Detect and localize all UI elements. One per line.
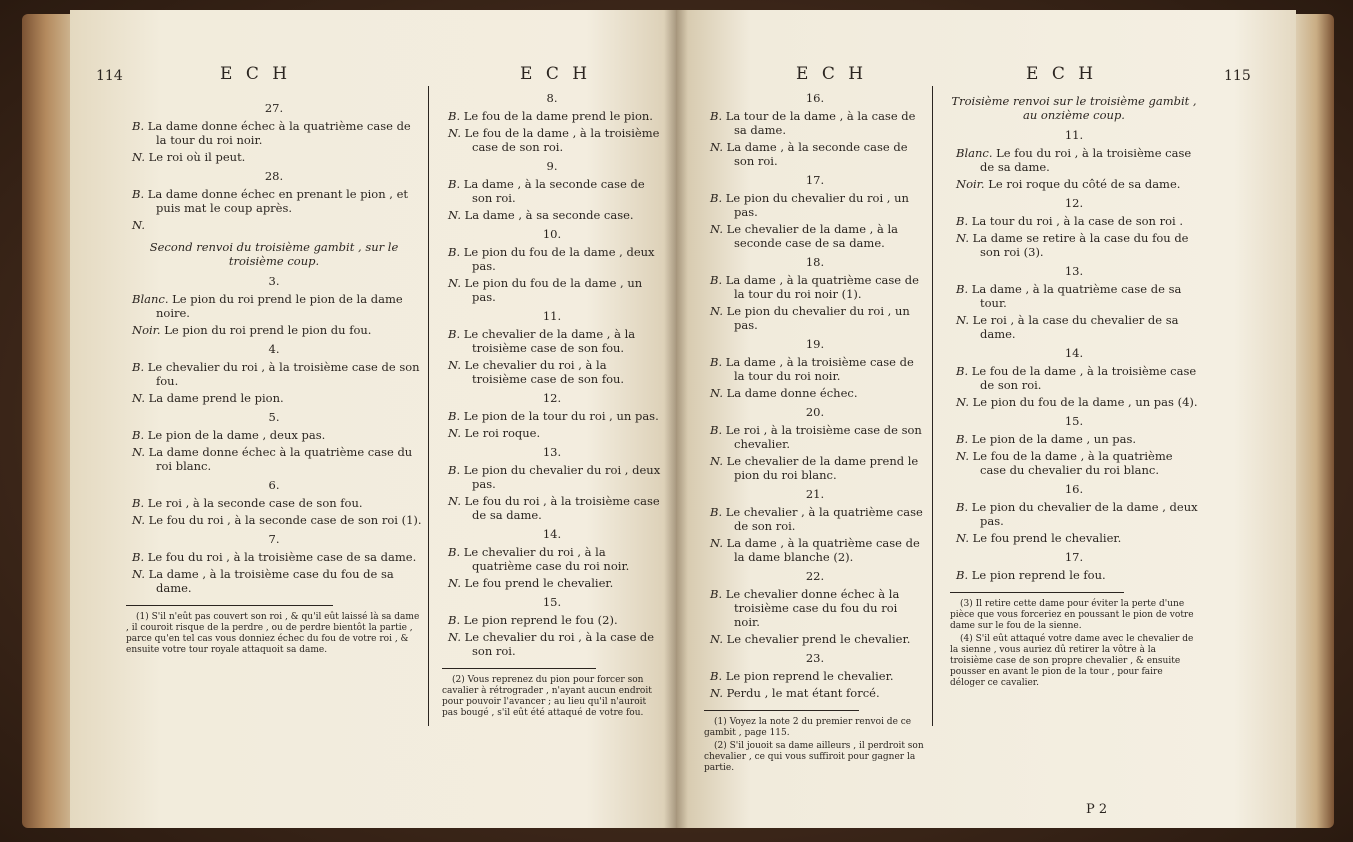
player-label: N. [710, 632, 723, 646]
move-line [126, 428, 422, 442]
signature-mark: P 2 [1086, 802, 1108, 817]
move-line [950, 568, 1198, 582]
player-label: N. [132, 218, 145, 232]
move-text: La tour de la dame , à la case de sa dame. [725, 109, 916, 137]
player-label: B. [132, 187, 145, 201]
move-line [704, 386, 926, 400]
move-number: 11. [1064, 128, 1084, 142]
move-number: 5. [268, 410, 280, 424]
move-text: Le pion reprend le chevalier. [725, 669, 894, 683]
page-number-115: 115 [1224, 68, 1251, 84]
move-text: Le fou prend le chevalier. [972, 531, 1122, 545]
footnote-rule [126, 605, 333, 606]
move-text: Le fou du roi , à la seconde case de son roi (1). [148, 513, 422, 527]
book-edge-right [1290, 14, 1334, 828]
player-label: N. [448, 576, 461, 590]
player-label: Noir. [132, 323, 161, 337]
move-number: 8. [546, 91, 558, 105]
player-label: N. [710, 536, 723, 550]
move-text: Le pion du chevalier du roi , un pas. [725, 191, 909, 219]
move-text: Le pion de la dame , deux pas. [147, 428, 326, 442]
move-line [442, 358, 662, 386]
move-text: Le fou de la dame , à la troisième case de son roi. [464, 126, 660, 154]
player-label: N. [710, 140, 723, 154]
player-label: N. [710, 304, 723, 318]
move-line [442, 327, 662, 355]
player-label: B. [710, 273, 723, 287]
move-text: Le pion du chevalier de la dame , deux pas. [971, 500, 1198, 528]
move-number: 6. [268, 478, 280, 492]
move-text: Le fou de la dame , à la troisième case de son roi. [971, 364, 1197, 392]
right-page [676, 10, 1296, 828]
move-line [126, 119, 422, 147]
move-line [442, 576, 662, 590]
move-text: La dame , à la seconde case de son roi. [463, 177, 645, 205]
column-4 [950, 86, 1198, 691]
move-line [442, 463, 662, 491]
move-line [442, 494, 662, 522]
player-label: N. [956, 231, 969, 245]
section-heading: Troisième renvoi sur le troisième gambit , au onzième coup. [951, 94, 1197, 122]
move-line [704, 273, 926, 301]
move-number: 7. [268, 532, 280, 546]
move-text: Le roi roque du côté de sa dame. [988, 177, 1181, 191]
player-label: N. [956, 313, 969, 327]
move-text: Le fou prend le chevalier. [464, 576, 614, 590]
move-number: 12. [542, 391, 562, 405]
move-text: Le pion du roi prend le pion du fou. [164, 323, 372, 337]
move-text: La dame , à la troisième case de la tour du roi noir. [725, 355, 914, 383]
move-text: La dame , à sa seconde case. [464, 208, 634, 222]
move-line [442, 426, 662, 440]
move-line [704, 454, 926, 482]
move-text: La dame , à la quatrième case de sa tour. [971, 282, 1182, 310]
move-text: Le chevalier du roi , à la troisième case de son fou. [147, 360, 420, 388]
footnote: (1) Voyez la note 2 du premier renvoi de ce gambit , page 115. [704, 717, 912, 738]
player-label: B. [710, 109, 723, 123]
footnote-rule [704, 710, 859, 711]
move-text: Le pion du roi prend le pion de la dame noire. [156, 292, 403, 320]
move-number: 27. [264, 101, 284, 115]
player-label: B. [956, 214, 969, 228]
move-text: Le roi , à la troisième case de son chevalier. [725, 423, 922, 451]
player-label: B. [956, 282, 969, 296]
player-label: B. [710, 423, 723, 437]
player-label: B. [132, 496, 145, 510]
move-text: Le roi où il peut. [148, 150, 246, 164]
move-number: 16. [805, 91, 825, 105]
player-label: B. [132, 550, 145, 564]
footnote-rule [950, 592, 1124, 593]
move-text: Le pion du fou de la dame , un pas. [464, 276, 643, 304]
player-label: N. [710, 386, 723, 400]
player-label: B. [710, 355, 723, 369]
player-label: B. [448, 109, 461, 123]
footnote: (2) Vous reprenez du pion pour forcer son cavalier à rétrograder , n'ayant aucun endroit pour pouvoir l'avancer ; au lieu qu'il n'auroit pas bougé , s'il eût été attaqué de votre fou. [442, 675, 652, 718]
move-text: Perdu , le mat étant forcé. [726, 686, 880, 700]
move-line [704, 304, 926, 332]
move-text: La dame donne échec à la quatrième case du roi blanc. [148, 445, 413, 473]
player-label: N. [448, 208, 461, 222]
move-line [950, 531, 1198, 545]
player-label: B. [132, 360, 145, 374]
column-1 [126, 96, 422, 658]
running-head-right-a: E C H [796, 64, 868, 84]
move-text: La dame donne échec en prenant le pion , et puis mat le coup après. [147, 187, 408, 215]
move-text: Le chevalier du roi , à la quatrième case du roi noir. [463, 545, 630, 573]
move-line [126, 550, 422, 564]
move-number: 17. [1064, 550, 1084, 564]
move-number: 10. [542, 227, 562, 241]
move-text: La dame donne échec. [726, 386, 858, 400]
move-text: Le pion du chevalier du roi , deux pas. [463, 463, 661, 491]
move-number: 3. [268, 274, 280, 288]
move-text: Le pion reprend le fou. [971, 568, 1106, 582]
move-text: Le fou du roi , à la troisième case de sa dame. [980, 146, 1192, 174]
move-text: La dame se retire à la case du fou de son roi (3). [972, 231, 1189, 259]
move-line [950, 214, 1198, 228]
column-2 [442, 86, 662, 721]
move-line [950, 231, 1198, 259]
move-number: 14. [1064, 346, 1084, 360]
move-text: Le chevalier , à la quatrième case de son roi. [725, 505, 923, 533]
move-text: La dame , à la quatrième case de la tour du roi noir (1). [725, 273, 919, 301]
book-gutter [664, 10, 688, 828]
player-label: Blanc. [956, 146, 993, 160]
player-label: N. [956, 449, 969, 463]
player-label: B. [710, 191, 723, 205]
player-label: B. [956, 364, 969, 378]
move-line [704, 355, 926, 383]
player-label: B. [448, 245, 461, 259]
player-label: N. [448, 426, 461, 440]
move-text: Le chevalier du roi , à la troisième case de son fou. [464, 358, 625, 386]
player-label: B. [956, 432, 969, 446]
move-text: Le fou du roi , à la troisième case de sa dame. [147, 550, 417, 564]
move-number: 13. [1064, 264, 1084, 278]
player-label: B. [956, 500, 969, 514]
move-number: 20. [805, 405, 825, 419]
move-number: 14. [542, 527, 562, 541]
move-number: 15. [1064, 414, 1084, 428]
footnote: (1) S'il n'eût pas couvert son roi , & qu'il eût laissé là sa dame , il couroit risque de la perdre , ou de perdre bientôt la partie , parce qu'en tel cas vous donniez échec du fou de votre roi , & ensuite votre tour royale attaquoit sa dame. [126, 612, 420, 655]
move-line [442, 276, 662, 304]
footnote: (4) S'il eût attaqué votre dame avec le chevalier de la sienne , vous auriez dû retirer la vôtre à la troisième case de son propre chevalier , & ensuite pousser en avant le pion de la tour , pour faire déloger ce cavalier. [950, 634, 1194, 688]
running-head-left-b: E C H [520, 64, 592, 84]
move-number: 13. [542, 445, 562, 459]
move-number: 4. [268, 342, 280, 356]
move-text: Le pion de la tour du roi , un pas. [463, 409, 659, 423]
move-number: 12. [1064, 196, 1084, 210]
move-line [126, 292, 422, 320]
player-label: B. [956, 568, 969, 582]
player-label: N. [448, 126, 461, 140]
page-number-114: 114 [96, 68, 123, 84]
move-text: La dame , à la quatrième case de la dame blanche (2). [726, 536, 920, 564]
move-line [950, 395, 1198, 409]
move-line [442, 177, 662, 205]
move-line [126, 323, 422, 337]
player-label: N. [132, 567, 145, 581]
footnote-rule [442, 668, 596, 669]
move-text: Le roi , à la case du chevalier de sa dame. [972, 313, 1179, 341]
section-heading: Second renvoi du troisième gambit , sur le troisième coup. [149, 240, 399, 268]
move-text: Le pion du chevalier du roi , un pas. [726, 304, 910, 332]
left-page [70, 10, 678, 828]
player-label: B. [448, 327, 461, 341]
player-label: N. [132, 513, 145, 527]
player-label: N. [956, 395, 969, 409]
move-line [126, 218, 422, 232]
player-label: B. [710, 587, 723, 601]
player-label: N. [956, 531, 969, 545]
move-text: Le fou de la dame prend le pion. [463, 109, 653, 123]
move-line [126, 360, 422, 388]
move-number: 18. [805, 255, 825, 269]
move-line [950, 432, 1198, 446]
move-text: La dame prend le pion. [148, 391, 284, 405]
move-line [442, 126, 662, 154]
move-line [950, 500, 1198, 528]
move-line [950, 449, 1198, 477]
move-text: Le pion reprend le fou (2). [463, 613, 618, 627]
running-head-left-a: E C H [220, 64, 292, 84]
player-label: B. [448, 613, 461, 627]
move-line [442, 245, 662, 273]
move-number: 23. [805, 651, 825, 665]
player-label: Noir. [956, 177, 985, 191]
move-line [704, 536, 926, 564]
move-line [704, 632, 926, 646]
player-label: N. [710, 686, 723, 700]
move-text: Le pion de la dame , un pas. [971, 432, 1137, 446]
move-text: Le chevalier du roi , à la case de son roi. [464, 630, 655, 658]
move-line [704, 669, 926, 683]
move-number: 11. [542, 309, 562, 323]
move-text: La tour du roi , à la case de son roi . [971, 214, 1183, 228]
move-number: 21. [805, 487, 825, 501]
move-number: 9. [546, 159, 558, 173]
move-line [704, 109, 926, 137]
move-line [950, 313, 1198, 341]
move-line [950, 364, 1198, 392]
move-line [704, 686, 926, 700]
move-line [126, 567, 422, 595]
move-line [442, 109, 662, 123]
player-label: B. [710, 505, 723, 519]
move-text: La dame , à la seconde case de son roi. [726, 140, 908, 168]
move-line [704, 505, 926, 533]
move-line [704, 423, 926, 451]
move-line [704, 140, 926, 168]
move-text: Le fou de la dame , à la quatrième case du chevalier du roi blanc. [972, 449, 1173, 477]
move-number: 16. [1064, 482, 1084, 496]
move-line [126, 496, 422, 510]
player-label: B. [448, 545, 461, 559]
player-label: N. [710, 454, 723, 468]
column-rule-right [932, 86, 933, 726]
move-line [442, 545, 662, 573]
player-label: N. [710, 222, 723, 236]
player-label: N. [132, 445, 145, 459]
player-label: Blanc. [132, 292, 169, 306]
move-line [126, 513, 422, 527]
move-text: Le chevalier de la dame prend le pion du roi blanc. [726, 454, 919, 482]
move-text: Le chevalier de la dame , à la troisième case de son fou. [463, 327, 636, 355]
player-label: N. [132, 391, 145, 405]
player-label: N. [448, 630, 461, 644]
player-label: N. [448, 276, 461, 290]
move-line [126, 391, 422, 405]
player-label: B. [132, 119, 145, 133]
move-line [950, 146, 1198, 174]
move-line [442, 208, 662, 222]
player-label: B. [710, 669, 723, 683]
running-head-right-b: E C H [1026, 64, 1098, 84]
footnote: (3) Il retire cette dame pour éviter la perte d'une pièce que vous forceriez en poussant le pion de votre dame sur le fou de la sienne. [950, 599, 1194, 631]
player-label: B. [132, 428, 145, 442]
player-label: N. [132, 150, 145, 164]
move-line [704, 587, 926, 629]
move-text: Le pion du fou de la dame , deux pas. [463, 245, 655, 273]
move-line [442, 630, 662, 658]
player-label: N. [448, 494, 461, 508]
player-label: B. [448, 463, 461, 477]
player-label: B. [448, 177, 461, 191]
move-text: Le chevalier prend le chevalier. [726, 632, 911, 646]
move-text: Le roi , à la seconde case de son fou. [147, 496, 363, 510]
move-number: 28. [264, 169, 284, 183]
move-line [126, 445, 422, 473]
move-line [442, 409, 662, 423]
column-rule-left [428, 86, 429, 726]
move-line [950, 177, 1198, 191]
move-number: 17. [805, 173, 825, 187]
move-text: La dame , à la troisième case du fou de sa dame. [148, 567, 394, 595]
move-text: Le pion du fou de la dame , un pas (4). [972, 395, 1198, 409]
move-line [126, 150, 422, 164]
move-line [950, 282, 1198, 310]
move-line [126, 187, 422, 215]
footnote: (2) S'il jouoit sa dame ailleurs , il perdroit son chevalier , ce qui vous suffiroit pour gagner la partie. [704, 741, 924, 773]
column-3 [704, 86, 926, 776]
move-text: Le chevalier de la dame , à la seconde case de sa dame. [726, 222, 899, 250]
move-number: 15. [542, 595, 562, 609]
move-text: Le fou du roi , à la troisième case de sa dame. [464, 494, 660, 522]
move-line [704, 222, 926, 250]
player-label: B. [448, 409, 461, 423]
player-label: N. [448, 358, 461, 372]
move-line [704, 191, 926, 219]
move-text: La dame donne échec à la quatrième case de la tour du roi noir. [147, 119, 411, 147]
move-line [442, 613, 662, 627]
move-number: 22. [805, 569, 825, 583]
move-number: 19. [805, 337, 825, 351]
move-text: Le roi roque. [464, 426, 541, 440]
move-text: Le chevalier donne échec à la troisième case du fou du roi noir. [725, 587, 900, 629]
